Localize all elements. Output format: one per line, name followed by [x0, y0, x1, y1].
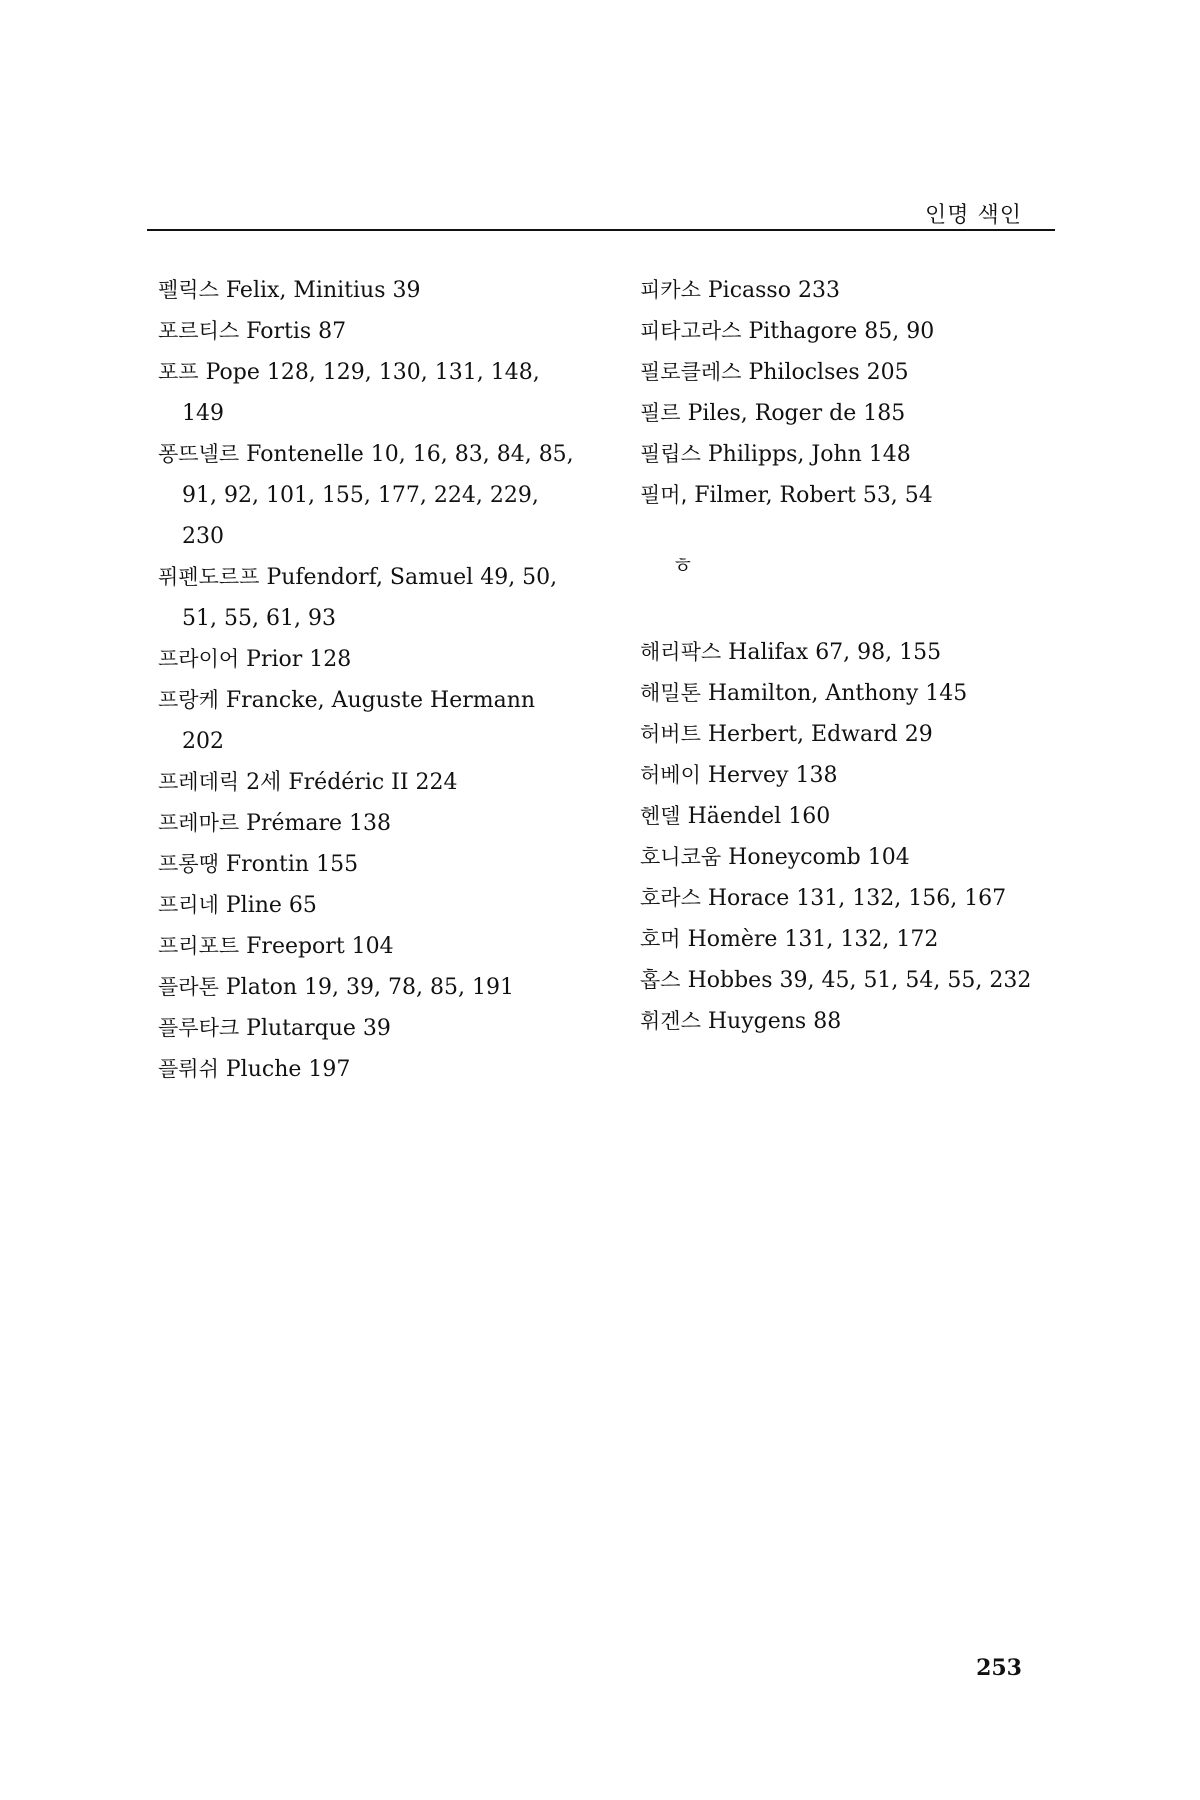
index-entry: 펠릭스 Felix, Minitius 39 — [158, 278, 421, 303]
running-title: 인명 색인 — [924, 203, 1022, 228]
index-entry: 플라톤 Platon 19, 39, 78, 85, 191 — [158, 975, 514, 1000]
index-entry: 필로클레스 Philoclses 205 — [640, 360, 909, 385]
index-entry: 필립스 Philipps, John 148 — [640, 442, 911, 467]
page-number: 253 — [976, 1655, 1022, 1681]
index-entry: 퓌펜도르프 Pufendorf, Samuel 49, 50, 51, 55, 61, 93 — [158, 565, 558, 631]
index-entry: 플루타크 Plutarque 39 — [158, 1016, 391, 1041]
index-entry: 프리네 Pline 65 — [158, 893, 317, 918]
index-entry: 프레데릭 2세 Frédéric II 224 — [158, 770, 458, 795]
index-entry: 호니코움 Honeycomb 104 — [640, 845, 910, 870]
section-letter-h: ㅎ — [672, 554, 694, 579]
index-column-left — [158, 270, 578, 1090]
index-entry: 해리팍스 Halifax 67, 98, 155 — [640, 640, 942, 665]
index-entry: 허베이 Hervey 138 — [640, 763, 838, 788]
index-entry: 퐁뜨넬르 Fontenelle 10, 16, 83, 84, 85, 91, 92, 101, 155, 177, 224, 229, 230 — [158, 442, 574, 549]
index-entry: 헨델 Häendel 160 — [640, 804, 831, 829]
index-entry: 피타고라스 Pithagore 85, 90 — [640, 319, 935, 344]
index-entry: 필르 Piles, Roger de 185 — [640, 401, 906, 426]
index-entry: 홉스 Hobbes 39, 45, 51, 54, 55, 232 — [640, 968, 1032, 993]
index-entry: 프리포트 Freeport 104 — [158, 934, 394, 959]
index-entry: 호머 Homère 131, 132, 172 — [640, 927, 939, 952]
index-entry: 해밀톤 Hamilton, Anthony 145 — [640, 681, 968, 706]
index-entry: 필머, Filmer, Robert 53, 54 — [640, 483, 933, 508]
index-entry: 프롱땡 Frontin 155 — [158, 852, 359, 877]
index-entry: 포프 Pope 128, 129, 130, 131, 148, 149 — [158, 360, 540, 426]
index-entry: 호라스 Horace 131, 132, 156, 167 — [640, 886, 1007, 911]
index-entry: 프레마르 Prémare 138 — [158, 811, 391, 836]
index-entry: 피카소 Picasso 233 — [640, 278, 840, 303]
index-entry: 휘겐스 Huygens 88 — [640, 1009, 842, 1034]
index-column-right — [640, 270, 1070, 1042]
index-entry: 플뤼쉬 Pluche 197 — [158, 1057, 351, 1082]
index-entry: 포르티스 Fortis 87 — [158, 319, 347, 344]
index-entry: 프라이어 Prior 128 — [158, 647, 352, 672]
header-rule — [147, 229, 1055, 231]
index-entry: 허버트 Herbert, Edward 29 — [640, 722, 933, 747]
index-entry: 프랑케 Francke, Auguste Hermann 202 — [158, 688, 536, 754]
